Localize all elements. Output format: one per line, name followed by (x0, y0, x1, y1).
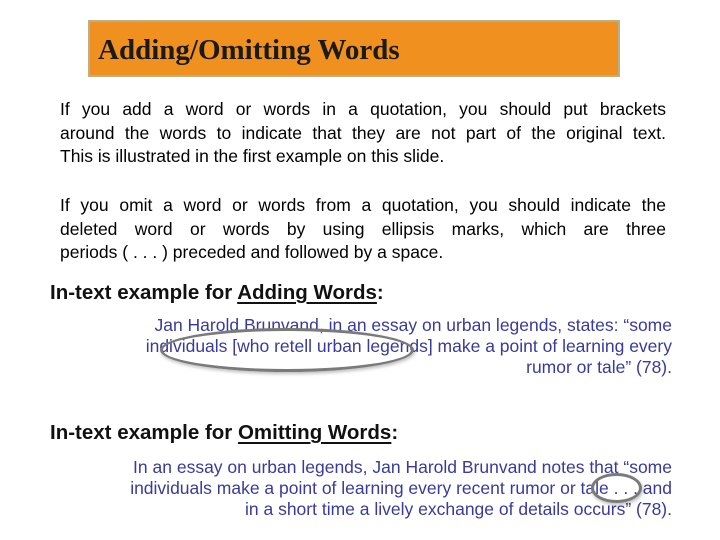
heading-suffix: : (376, 281, 384, 304)
paragraph-adding (60, 98, 666, 169)
quote-line: individuals make a point of learning every recent rumor or tale . . . and (130, 478, 672, 498)
quote-line: In an essay on urban legends, Jan Harold Brunvand notes that “some (133, 457, 672, 477)
example-heading-omitting (50, 421, 398, 445)
paragraph-line: If you omit a word or words from a quotation, you should indicate the (60, 195, 666, 215)
heading-emphasis: Omitting Words (237, 421, 392, 444)
ellipsis-highlight-ellipse (591, 473, 642, 503)
paragraph-line: deleted word or words by using ellipsis marks, which are three (60, 218, 666, 239)
heading-suffix: : (391, 421, 399, 444)
paragraph-line: periods ( . . . ) preceded and followed by a space. (60, 242, 444, 262)
quote-line: rumor or tale” (78). (526, 357, 672, 377)
quote-line: Jan Harold Brunvand, in an essay on urban legends, states: “some (154, 315, 672, 335)
quote-omitting (52, 457, 672, 520)
quote-line: individuals [who retell urban legends] make a point of learning every (145, 336, 672, 356)
slide-title: Adding/Omitting Words (98, 34, 400, 66)
paragraph-omitting (60, 194, 666, 265)
bracket-highlight-ellipse (160, 328, 414, 372)
paragraph-line: This is illustrated in the first example on this slide. (60, 146, 445, 166)
example-heading-adding (50, 281, 384, 305)
heading-prefix: In-text example for (50, 281, 238, 304)
heading-emphasis: Adding Words (237, 281, 377, 304)
title-box (88, 20, 620, 77)
paragraph-line: around the words to indicate that they are not part of the original text. (60, 122, 666, 143)
quote-line: in a short time a lively exchange of details occurs” (78). (245, 499, 672, 519)
paragraph-line: If you add a word or words in a quotation, you should put brackets (60, 99, 666, 119)
heading-prefix: In-text example for (50, 421, 238, 444)
